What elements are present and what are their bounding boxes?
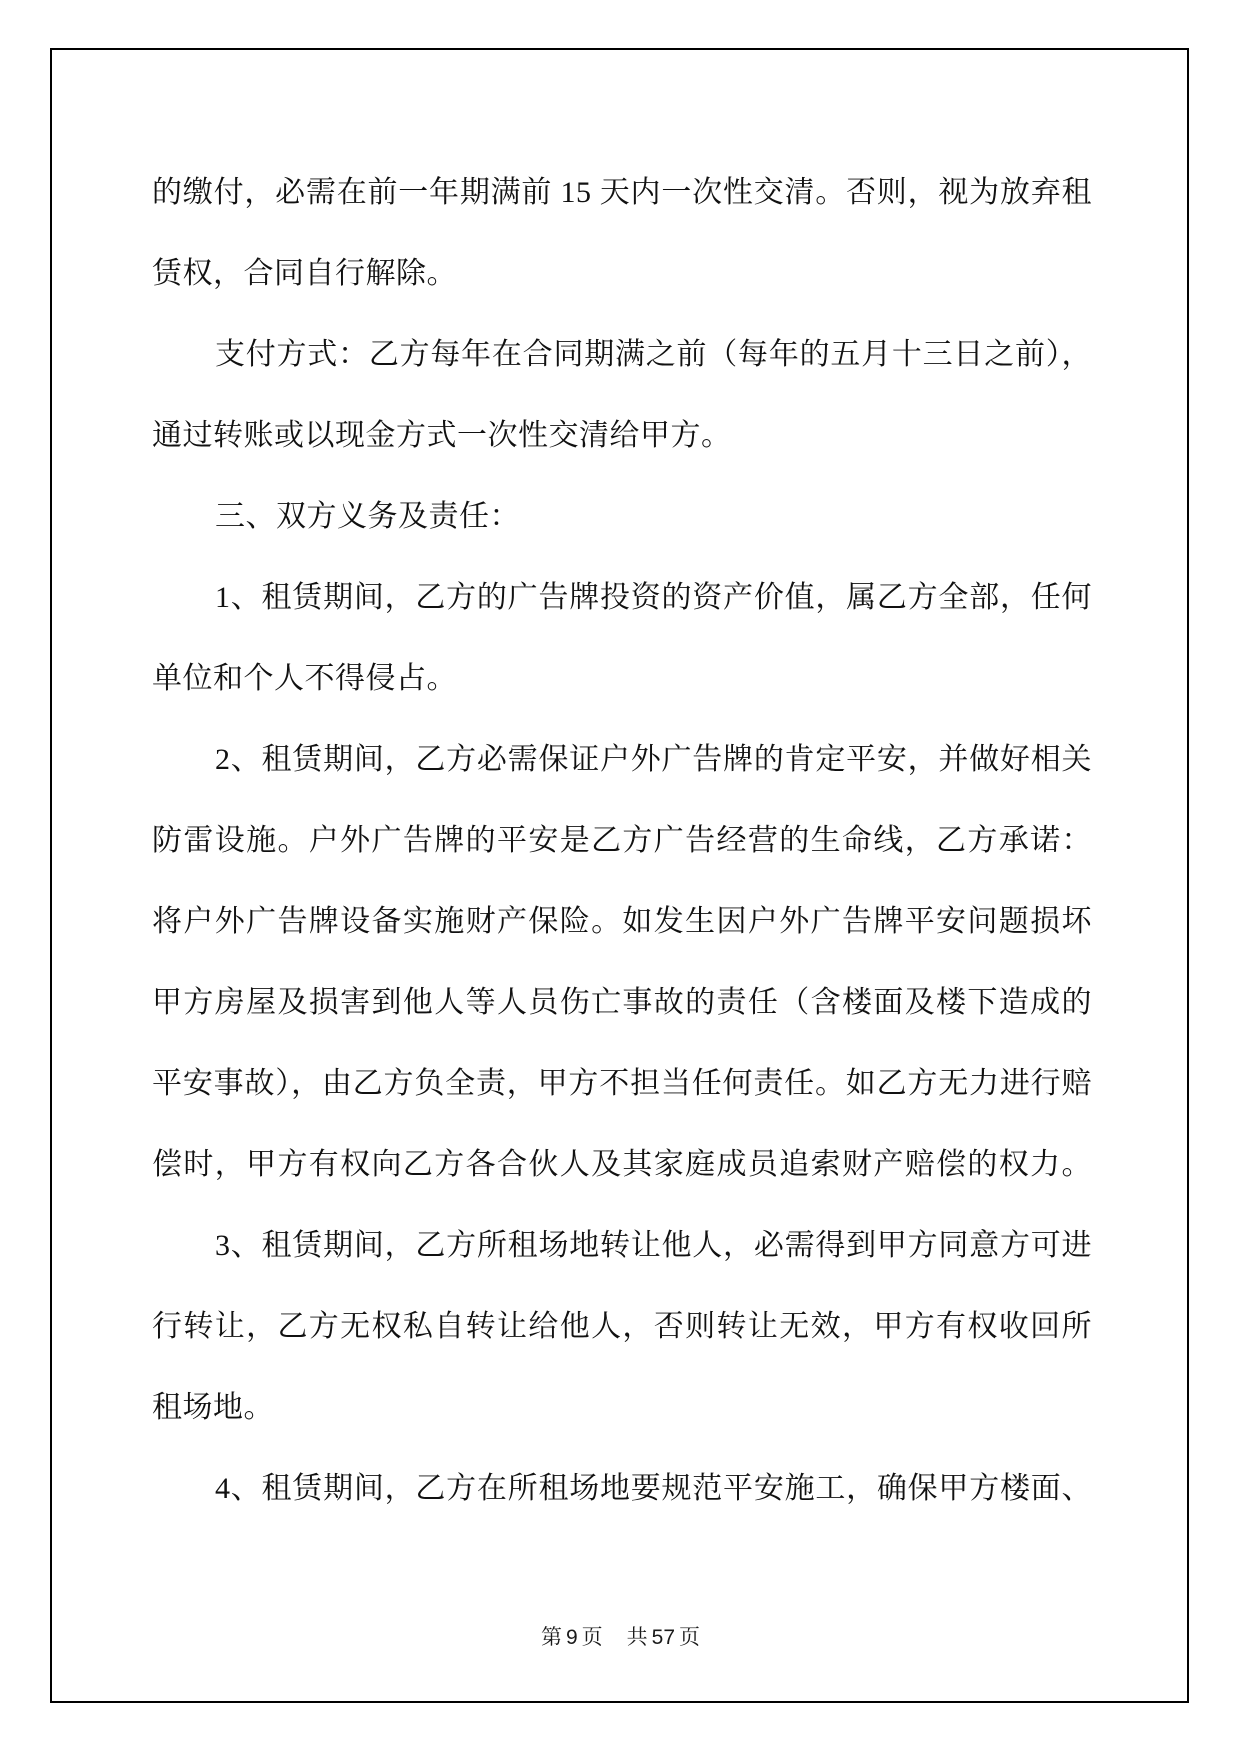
text-line-16: 租场地。	[152, 1391, 274, 1424]
text-line-12: 平安事故），由乙方负全责，甲方不担当任何责任。如乙方无力进行赔	[152, 1067, 1092, 1100]
text-line-7: 单位和个人不得侵占。	[152, 662, 457, 695]
text-line-1: 的缴付，必需在前一年期满前 15 天内一次性交清。否则，视为放弃租	[152, 176, 1092, 209]
text-line-3: 支付方式：乙方每年在合同期满之前（每年的五月十三日之前），	[215, 338, 1092, 371]
text-line-8: 2、租赁期间，乙方必需保证户外广告牌的肯定平安，并做好相关	[215, 743, 1092, 776]
footer-total-number: 57	[651, 1626, 676, 1649]
text-line-6: 1、租赁期间，乙方的广告牌投资的资产价值，属乙方全部，任何	[215, 581, 1092, 614]
text-line-9: 防雷设施。户外广告牌的平安是乙方广告经营的生命线，乙方承诺：	[152, 824, 1092, 857]
page-footer	[0, 1624, 1241, 1651]
footer-page-prefix: 第	[540, 1625, 562, 1649]
text-line-2: 赁权，合同自行解除。	[152, 257, 457, 290]
text-line-4: 通过转账或以现金方式一次性交清给甲方。	[152, 419, 732, 452]
text-line-5: 三、双方义务及责任：	[215, 500, 520, 533]
text-line-17: 4、租赁期间，乙方在所租场地要规范平安施工，确保甲方楼面、	[215, 1472, 1092, 1505]
footer-page-number: 9	[565, 1626, 578, 1649]
text-line-13: 偿时，甲方有权向乙方各合伙人及其家庭成员追索财产赔偿的权力。	[152, 1148, 1092, 1181]
text-line-14: 3、租赁期间，乙方所租场地转让他人，必需得到甲方同意方可进	[215, 1229, 1092, 1262]
text-line-15: 行转让，乙方无权私自转让给他人，否则转让无效，甲方有权收回所	[152, 1310, 1092, 1343]
footer-total-prefix: 共	[626, 1625, 648, 1649]
text-line-11: 甲方房屋及损害到他人等人员伤亡事故的责任（含楼面及楼下造成的	[152, 986, 1092, 1019]
text-line-10: 将户外广告牌设备实施财产保险。如发生因户外广告牌平安问题损坏	[152, 905, 1092, 938]
footer-page-unit: 页	[581, 1625, 603, 1649]
footer-total-unit: 页	[679, 1625, 701, 1649]
document-body	[152, 152, 1092, 1529]
